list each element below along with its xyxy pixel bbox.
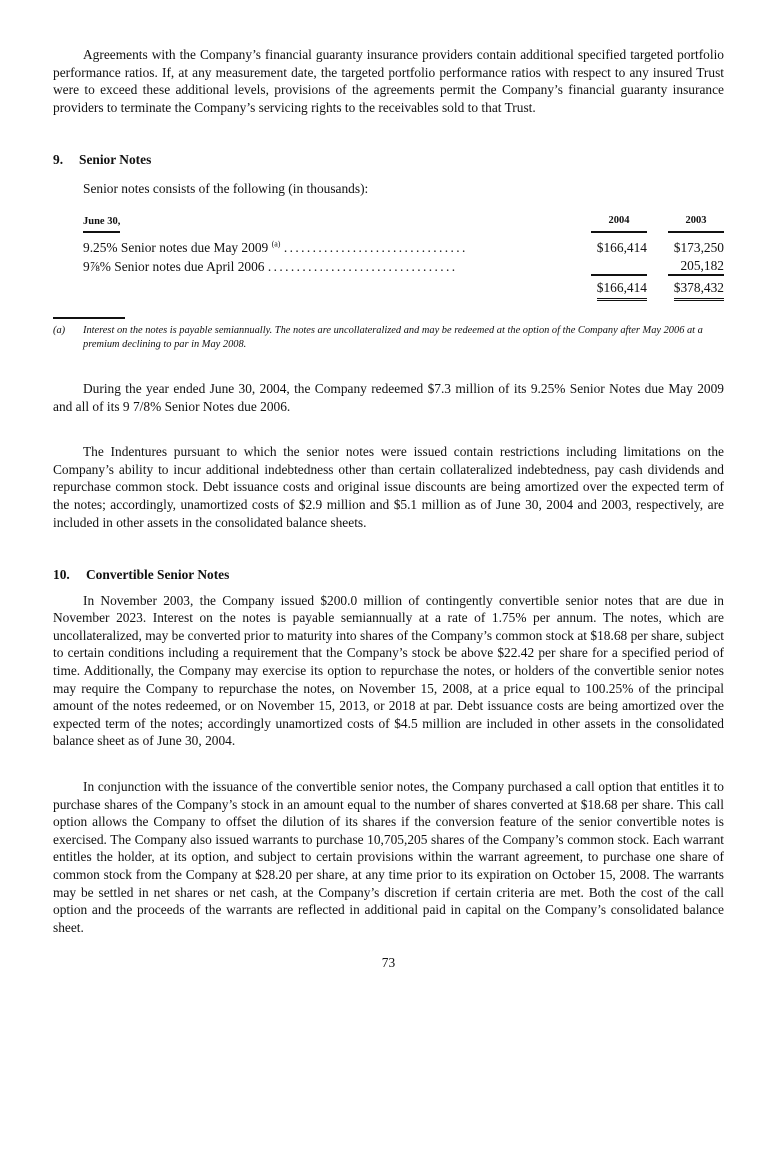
paragraph-indentures: The Indentures pursuant to which the senior notes were issued contain restrictions including limitations on the Company’s ability to incur additional indebtedness other than certain collateralized indebtedness, pay cash dividends and repurchase common stock. Debt issuance costs and original issue discounts are being amortized over the expected term of the notes; accordingly, unamortized costs of $2.9 million and $5.1 million as of June 30, 2004 and 2003, respectively, are included in other assets in the consolidated balance sheets. bbox=[53, 444, 724, 530]
section-10-heading bbox=[53, 566, 724, 584]
paragraph-convertible-issued: In November 2003, the Company issued $200.0 million of contingently convertible senior notes that are due in November 2023. Interest on the notes is payable semiannually at a rate of 1.75% per annum. The notes, which are uncollateralized, may be converted prior to maturity into shares of the Company’s common stock at $18.68 per share, subject to certain conditions including a requirement that the Company’s stock be above $22.42 per share for a specified period of time. Additionally, the Company may exercise its option to repurchase the notes, or holders of the convertible senior notes may require the Company to repurchase the notes, on November 15, 2008, at a price equal to 100.25% of the principal amount of the notes redeemed, or on November 15, 2013, or 2018 at par. Debt issuance costs are being amortized over the expected term of the notes; accordingly unamortized costs of $4.5 million are included in other assets in the consolidated balance sheet as of June 30, 2004. bbox=[53, 592, 724, 749]
column-header-2003: 2003 bbox=[668, 212, 724, 234]
cell-2004 bbox=[591, 257, 647, 276]
total-2004: $166,414 bbox=[591, 275, 647, 301]
row-label: 9⅞% Senior notes due April 2006 ................................. bbox=[83, 258, 458, 274]
column-header-2004: 2004 bbox=[591, 212, 647, 234]
document-page bbox=[53, 46, 724, 972]
footnote-mark: (a) bbox=[53, 324, 66, 336]
cell-2003: $173,250 bbox=[673, 240, 724, 256]
footnote-text: Interest on the notes is payable semiannually. The notes are uncollateralized and may be redeemed at the option of the Company after May 2006 at a premium declining to par in May 2008. bbox=[83, 324, 703, 351]
footnote-divider bbox=[53, 317, 125, 319]
total-2003: $378,432 bbox=[668, 275, 724, 301]
table-row bbox=[83, 257, 724, 276]
page-number: 73 bbox=[381, 955, 396, 971]
senior-notes-intro: Senior notes consists of the following (in thousands): bbox=[83, 180, 369, 196]
section-title: Convertible Senior Notes bbox=[86, 567, 230, 583]
cell-2003: 205,182 bbox=[680, 257, 724, 273]
column-header-date: June 30, bbox=[83, 212, 591, 234]
section-number: 9. bbox=[53, 152, 64, 168]
table-header-row bbox=[83, 212, 724, 234]
senior-notes-table bbox=[83, 212, 724, 301]
section-number: 10. bbox=[53, 567, 70, 583]
section-title: Senior Notes bbox=[79, 152, 152, 168]
paragraph-call-option: In conjunction with the issuance of the convertible senior notes, the Company purchased a call option that entitles it to purchase shares of the Company’s stock in an amount equal to the number of shares converted at $18.68 per share. This call option allows the Company to offset the dilution of its shares if the conversion feature of the senior convertible notes is exercised. The Company also issued warrants to purchase 10,705,205 shares of the Company’s common stock. Each warrant entitles the holder, at its option, and subject to certain provisions within the warrant agreement, to purchase one share of common stock from the Company at $28.20 per share, at any time prior to its expiration on October 15, 2008. The warrants may be settled in net shares or net cash, at the Company’s discretion if certain criteria are met. Both the cost of the call option and the proceeds of the warrants are reflected in additional paid in capital on the Company’s consolidated balance sheet. bbox=[53, 779, 724, 935]
table-row bbox=[83, 239, 724, 257]
row-label: 9.25% Senior notes due May 2009 $^{(a)}$ ................................ bbox=[83, 239, 468, 256]
footnote-ref: (a) bbox=[271, 239, 281, 249]
table-total-row bbox=[83, 275, 724, 301]
section-9-heading bbox=[53, 151, 724, 169]
cell-2004: $166,414 bbox=[596, 240, 647, 256]
paragraph-guaranty-agreements: Agreements with the Company’s financial guaranty insurance providers contain additional specified targeted portfolio performance ratios. If, at any measurement date, the targeted portfolio performance ratios with respect to any insured Trust were to exceed these additional levels, provisions of the agreements permit the Company’s financial guaranty insurance providers to terminate the Company’s servicing rights to the receivables sold to that Trust. bbox=[53, 47, 724, 115]
paragraph-redeemed: During the year ended June 30, 2004, the Company redeemed $7.3 million of its 9.25% Senior Notes due May 2009 and all of its 9 7/8% Senior Notes due 2006. bbox=[53, 380, 724, 414]
footnote-a bbox=[53, 324, 724, 353]
